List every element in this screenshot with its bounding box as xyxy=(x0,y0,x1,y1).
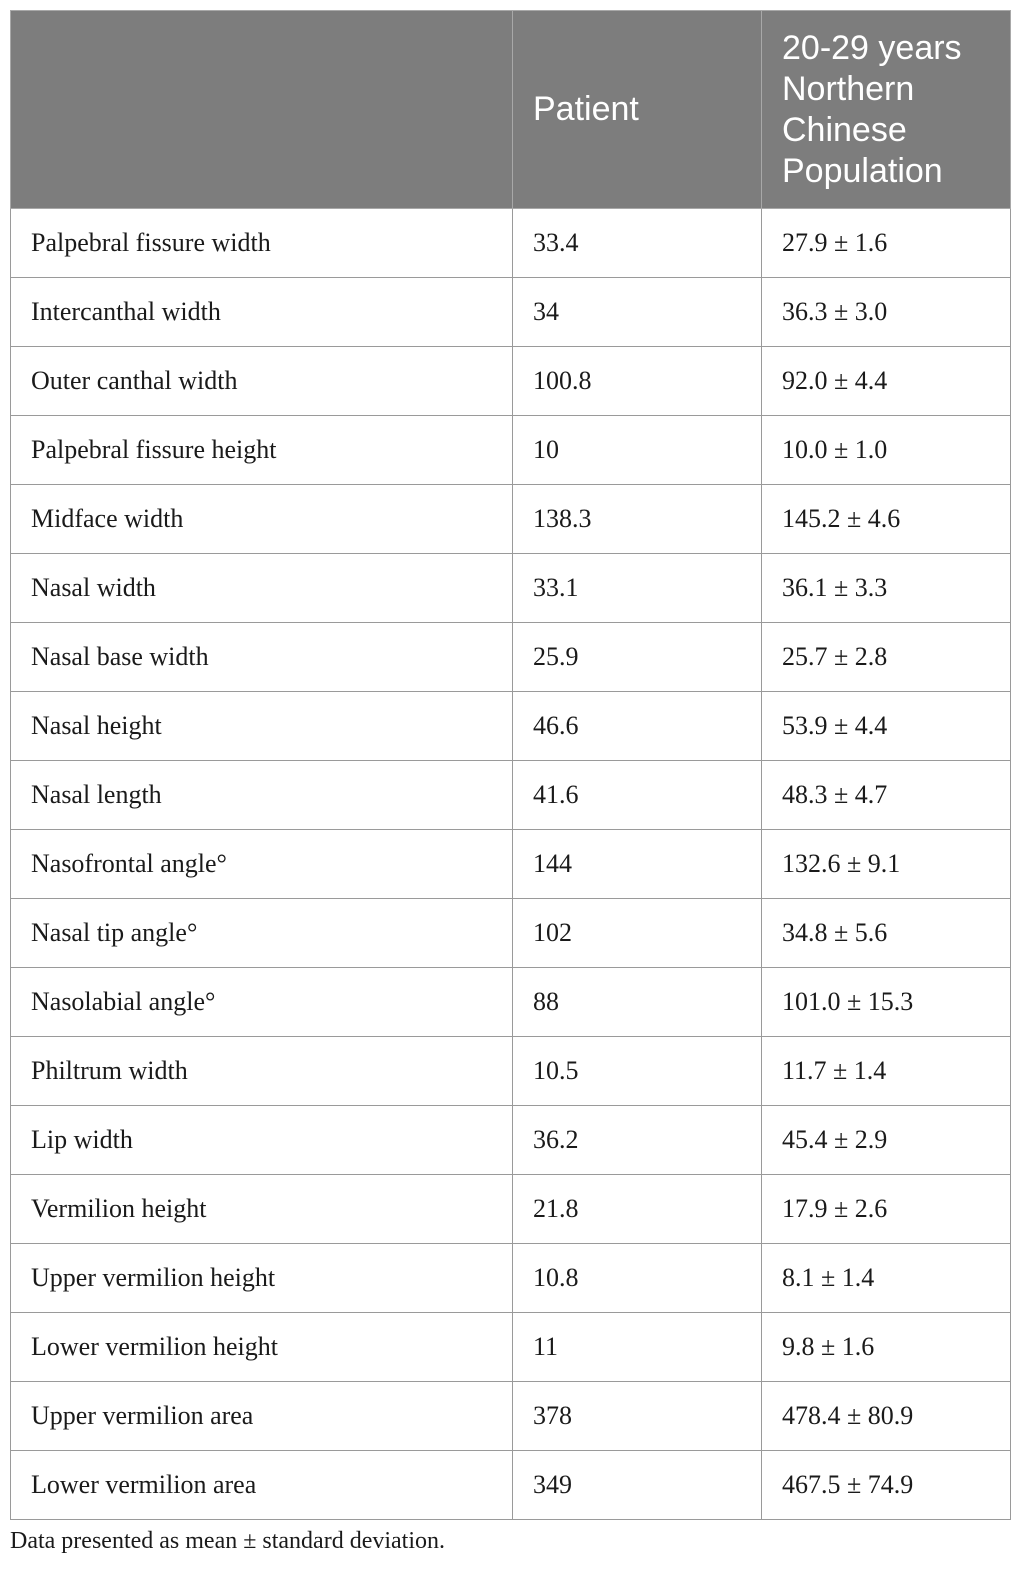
table-row xyxy=(11,1037,1011,1106)
cell-population-value: 92.0 ± 4.4 xyxy=(762,347,1011,416)
table-row xyxy=(11,278,1011,347)
cell-population-value: 478.4 ± 80.9 xyxy=(762,1382,1011,1451)
cell-population-value: 25.7 ± 2.8 xyxy=(762,623,1011,692)
table-row xyxy=(11,1106,1011,1175)
table-row xyxy=(11,692,1011,761)
table-row xyxy=(11,347,1011,416)
cell-population-value: 101.0 ± 15.3 xyxy=(762,968,1011,1037)
table-row xyxy=(11,830,1011,899)
cell-measurement: Palpebral fissure height xyxy=(11,416,513,485)
cell-measurement: Intercanthal width xyxy=(11,278,513,347)
table-row xyxy=(11,1313,1011,1382)
cell-patient-value: 102 xyxy=(513,899,762,968)
cell-population-value: 8.1 ± 1.4 xyxy=(762,1244,1011,1313)
cell-patient-value: 21.8 xyxy=(513,1175,762,1244)
header-row xyxy=(11,11,1011,209)
cell-patient-value: 46.6 xyxy=(513,692,762,761)
cell-patient-value: 349 xyxy=(513,1451,762,1520)
cell-measurement: Nasal tip angle° xyxy=(11,899,513,968)
table-row xyxy=(11,968,1011,1037)
table-row xyxy=(11,1451,1011,1520)
table-row xyxy=(11,209,1011,278)
cell-population-value: 34.8 ± 5.6 xyxy=(762,899,1011,968)
cell-population-value: 53.9 ± 4.4 xyxy=(762,692,1011,761)
cell-population-value: 467.5 ± 74.9 xyxy=(762,1451,1011,1520)
cell-patient-value: 144 xyxy=(513,830,762,899)
cell-patient-value: 378 xyxy=(513,1382,762,1451)
cell-patient-value: 10.8 xyxy=(513,1244,762,1313)
cell-patient-value: 88 xyxy=(513,968,762,1037)
cell-measurement: Nasal height xyxy=(11,692,513,761)
table-row xyxy=(11,485,1011,554)
cell-patient-value: 25.9 xyxy=(513,623,762,692)
header-measurement xyxy=(11,11,513,209)
cell-measurement: Palpebral fissure width xyxy=(11,209,513,278)
table-row xyxy=(11,554,1011,623)
table-footnote: Data presented as mean ± standard deviation. xyxy=(10,1528,446,1554)
cell-patient-value: 100.8 xyxy=(513,347,762,416)
cell-measurement: Lower vermilion area xyxy=(11,1451,513,1520)
cell-population-value: 36.1 ± 3.3 xyxy=(762,554,1011,623)
table-row xyxy=(11,761,1011,830)
table-row xyxy=(11,1244,1011,1313)
cell-population-value: 45.4 ± 2.9 xyxy=(762,1106,1011,1175)
table-body xyxy=(11,209,1011,1520)
cell-population-value: 132.6 ± 9.1 xyxy=(762,830,1011,899)
cell-patient-value: 34 xyxy=(513,278,762,347)
table-row xyxy=(11,1175,1011,1244)
cell-population-value: 36.3 ± 3.0 xyxy=(762,278,1011,347)
cell-patient-value: 10.5 xyxy=(513,1037,762,1106)
cell-measurement: Nasal base width xyxy=(11,623,513,692)
table-row xyxy=(11,416,1011,485)
measurements-table-container xyxy=(10,10,1010,1520)
table-row xyxy=(11,899,1011,968)
measurements-table xyxy=(10,10,1011,1520)
cell-measurement: Outer canthal width xyxy=(11,347,513,416)
cell-population-value: 17.9 ± 2.6 xyxy=(762,1175,1011,1244)
cell-patient-value: 10 xyxy=(513,416,762,485)
cell-population-value: 11.7 ± 1.4 xyxy=(762,1037,1011,1106)
header-population: 20-29 years Northern Chinese Population xyxy=(762,11,1011,209)
cell-measurement: Lower vermilion height xyxy=(11,1313,513,1382)
cell-measurement: Upper vermilion height xyxy=(11,1244,513,1313)
cell-patient-value: 138.3 xyxy=(513,485,762,554)
cell-population-value: 48.3 ± 4.7 xyxy=(762,761,1011,830)
cell-measurement: Nasofrontal angle° xyxy=(11,830,513,899)
cell-measurement: Nasolabial angle° xyxy=(11,968,513,1037)
header-patient: Patient xyxy=(513,11,762,209)
cell-measurement: Philtrum width xyxy=(11,1037,513,1106)
cell-measurement: Nasal length xyxy=(11,761,513,830)
cell-population-value: 10.0 ± 1.0 xyxy=(762,416,1011,485)
table-header xyxy=(11,11,1011,209)
cell-measurement: Nasal width xyxy=(11,554,513,623)
cell-population-value: 27.9 ± 1.6 xyxy=(762,209,1011,278)
cell-measurement: Lip width xyxy=(11,1106,513,1175)
cell-patient-value: 33.1 xyxy=(513,554,762,623)
cell-measurement: Upper vermilion area xyxy=(11,1382,513,1451)
cell-measurement: Vermilion height xyxy=(11,1175,513,1244)
table-row xyxy=(11,623,1011,692)
cell-population-value: 145.2 ± 4.6 xyxy=(762,485,1011,554)
cell-patient-value: 33.4 xyxy=(513,209,762,278)
cell-patient-value: 36.2 xyxy=(513,1106,762,1175)
cell-patient-value: 41.6 xyxy=(513,761,762,830)
table-row xyxy=(11,1382,1011,1451)
cell-population-value: 9.8 ± 1.6 xyxy=(762,1313,1011,1382)
cell-patient-value: 11 xyxy=(513,1313,762,1382)
cell-measurement: Midface width xyxy=(11,485,513,554)
